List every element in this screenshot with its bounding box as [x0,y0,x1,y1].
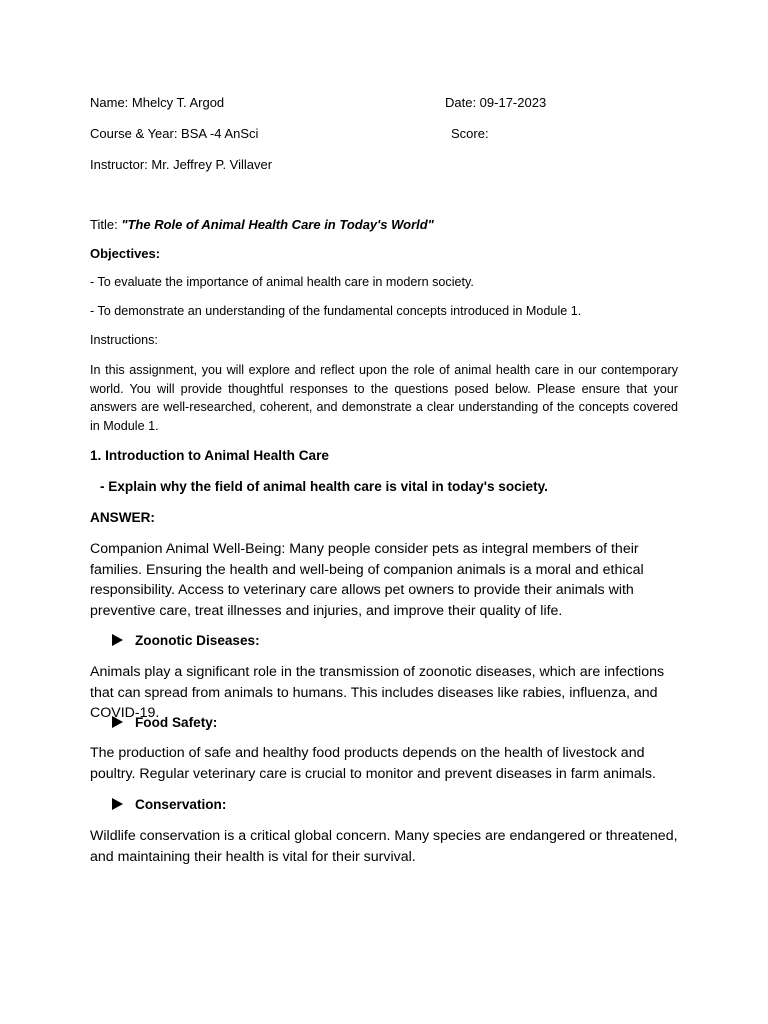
course-year: Course & Year: BSA -4 AnSci [90,126,259,141]
objectives-heading: Objectives: [90,246,161,261]
arrow-bullet-icon [112,634,123,646]
student-name: Name: Mhelcy T. Argod [90,95,225,110]
bullet-point [112,714,217,732]
bullet-label: Conservation: [135,797,227,812]
submission-date: Date: 09-17-2023 [445,95,547,110]
score-label: Score: [451,126,489,141]
bullet-paragraph: Wildlife conservation is a critical global concern. Many species are endangered or threatened, and maintaining their health is vital for their survival. [90,828,678,865]
instructions-heading: Instructions: [90,333,158,347]
title-prefix: Title: [90,217,122,232]
answer-intro-paragraph: Companion Animal Well-Being: Many people consider pets as integral members of their families. Ensuring the health and well-being of companion animals is a moral and ethical responsibility. Access to veterinary care allows pet owners to provide their animals with preventive care, treat illnesses and injuries, and improve their quality of life. [90,541,644,619]
objective-item: - To demonstrate an understanding of the fundamental concepts introduced in Module 1. [90,304,582,318]
bullet-paragraph: Animals play a significant role in the transmission of zoonotic diseases, which are infections that can spread from animals to humans. This includes diseases like rabies, influenza, and COVID-19. [90,664,665,722]
bullet-point [112,796,226,814]
instructor-name: Instructor: Mr. Jeffrey P. Villaver [90,157,273,172]
objective-item: - To evaluate the importance of animal health care in modern society. [90,275,474,289]
bullet-label: Food Safety: [135,715,218,730]
bullet-paragraph: The production of safe and healthy food products depends on the health of livestock and poultry. Regular veterinary care is crucial to monitor and prevent diseases in farm animals. [90,745,656,782]
document-title [90,218,434,231]
answer-label: ANSWER: [90,510,155,525]
arrow-bullet-icon [112,716,123,728]
title-text: "The Role of Animal Health Care in Today's World" [121,217,434,232]
instructions-paragraph: In this assignment, you will explore and reflect upon the role of animal health care in our contemporary world. You will provide thoughtful responses to the questions posed below. Please ensure that your answers are well-researched, coherent, and demonstrate a clear understanding of the concepts covered in Module 1. [90,363,678,433]
section-heading: 1. Introduction to Animal Health Care [90,448,329,463]
bullet-point [112,632,260,650]
arrow-bullet-icon [112,798,123,810]
section-question: - Explain why the field of animal health care is vital in today's society. [100,479,548,494]
bullet-label: Zoonotic Diseases: [135,633,260,648]
